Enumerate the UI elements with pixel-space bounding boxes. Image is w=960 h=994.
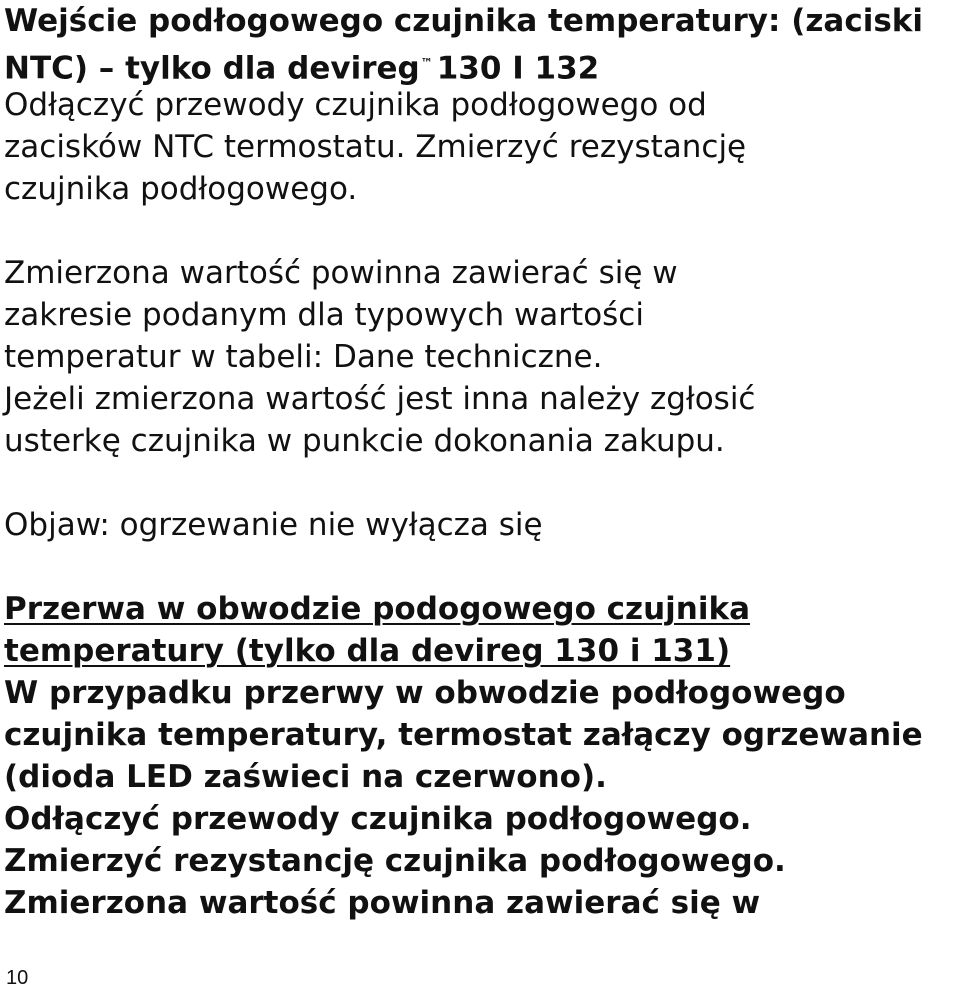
heading-pre: NTC) – tylko dla devireg	[4, 50, 420, 87]
section1-heading-line1: Wejście podłogowego czujnika temperatury: (zaciski	[4, 3, 924, 39]
para1-line-1: Odłączyć przewody czujnika podłogowego od	[4, 87, 707, 123]
para1-line-3: czujnika podłogowego.	[4, 171, 358, 207]
para2-line-2: zakresie podanym dla typowych wartości	[4, 297, 644, 333]
document-page	[4, 0, 956, 924]
section2-body-line-4: Odłączyć przewody czujnika podłogowego.	[4, 801, 752, 837]
spacer	[4, 210, 956, 252]
spacer	[4, 462, 956, 504]
section1-heading-line2	[4, 42, 956, 87]
page-number: 10	[6, 967, 29, 989]
section2-heading-line1: Przerwa w obwodzie podogowego czujnika	[4, 591, 750, 627]
heading-post: 130 I 132	[436, 50, 600, 87]
para2-line-5: usterkę czujnika w punkcie dokonania zakupu.	[4, 423, 725, 459]
section2-body-line-3: (dioda LED zaświeci na czerwono).	[4, 759, 607, 795]
symptom-heading: Objaw: ogrzewanie nie wyłącza się	[4, 507, 543, 543]
section2-body-line-2: czujnika temperatury, termostat załączy ogrzewanie	[4, 717, 923, 753]
para2-line-3: temperatur w tabeli: Dane techniczne.	[4, 339, 603, 375]
section2-heading-line2: temperatury (tylko dla devireg 130 i 131)	[4, 633, 731, 669]
para1-line-2: zacisków NTC termostatu. Zmierzyć rezystancję	[4, 129, 747, 165]
section2-body-line-5: Zmierzyć rezystancję czujnika podłogowego.	[4, 843, 786, 879]
para2-line-1: Zmierzona wartość powinna zawierać się w	[4, 255, 678, 291]
para2-line-4: Jeżeli zmierzona wartość jest inna należy zgłosić	[4, 381, 756, 417]
trademark-symbol: ™	[420, 56, 433, 70]
spacer	[4, 546, 956, 588]
section2-body-line-6: Zmierzona wartość powinna zawierać się w	[4, 885, 761, 921]
section2-body-line-1: W przypadku przerwy w obwodzie podłogowego	[4, 675, 846, 711]
